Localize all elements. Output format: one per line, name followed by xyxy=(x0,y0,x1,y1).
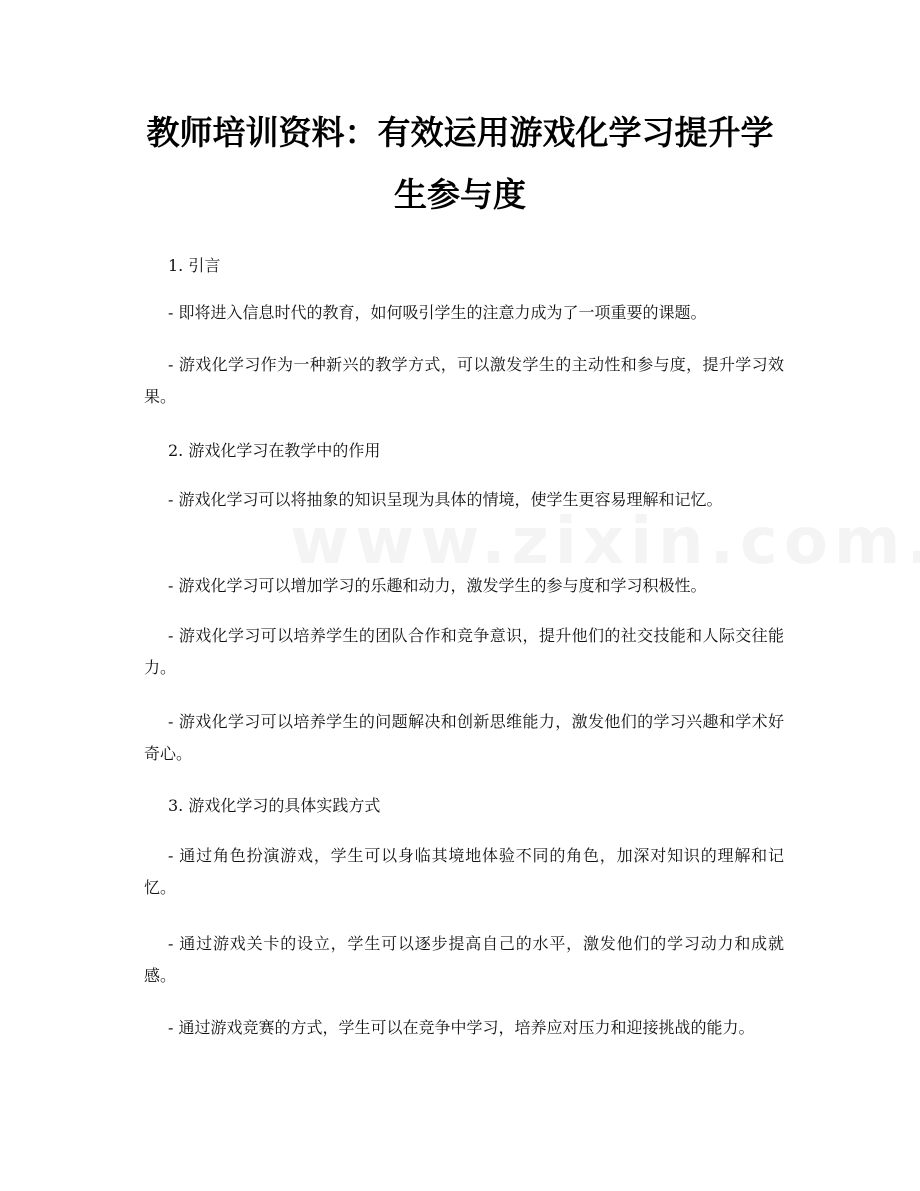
paragraph: - 通过游戏关卡的设立，学生可以逐步提高自己的水平，激发他们的学习动力和成就感。 xyxy=(144,934,784,985)
section-heading-intro: 1. 引言 xyxy=(168,256,221,275)
paragraph: - 通过角色扮演游戏，学生可以身临其境地体验不同的角色，加深对知识的理解和记忆。 xyxy=(144,846,784,897)
paragraph: - 通过游戏竞赛的方式，学生可以在竞争中学习，培养应对压力和迎接挑战的能力。 xyxy=(168,1018,755,1037)
paragraph: - 游戏化学习可以将抽象的知识呈现为具体的情境，使学生更容易理解和记忆。 xyxy=(168,490,723,509)
paragraph: - 游戏化学习作为一种新兴的教学方式，可以激发学生的主动性和参与度，提升学习效果。 xyxy=(144,355,784,406)
section-heading-practice: 3. 游戏化学习的具体实践方式 xyxy=(168,796,381,815)
section-heading-role: 2. 游戏化学习在教学中的作用 xyxy=(168,441,381,460)
document-title-line-2: 生参与度 xyxy=(394,175,526,214)
paragraph: - 即将进入信息时代的教育，如何吸引学生的注意力成为了一项重要的课题。 xyxy=(168,303,707,322)
document-title-line-1: 教师培训资料：有效运用游戏化学习提升学 xyxy=(146,113,774,152)
paragraph: - 游戏化学习可以增加学习的乐趣和动力，激发学生的参与度和学习积极性。 xyxy=(168,576,707,595)
paragraph: - 游戏化学习可以培养学生的团队合作和竞争意识，提升他们的社交技能和人际交往能力。 xyxy=(144,626,784,677)
paragraph: - 游戏化学习可以培养学生的问题解决和创新思维能力，激发他们的学习兴趣和学术好奇心。 xyxy=(144,712,784,763)
watermark xyxy=(290,505,710,579)
